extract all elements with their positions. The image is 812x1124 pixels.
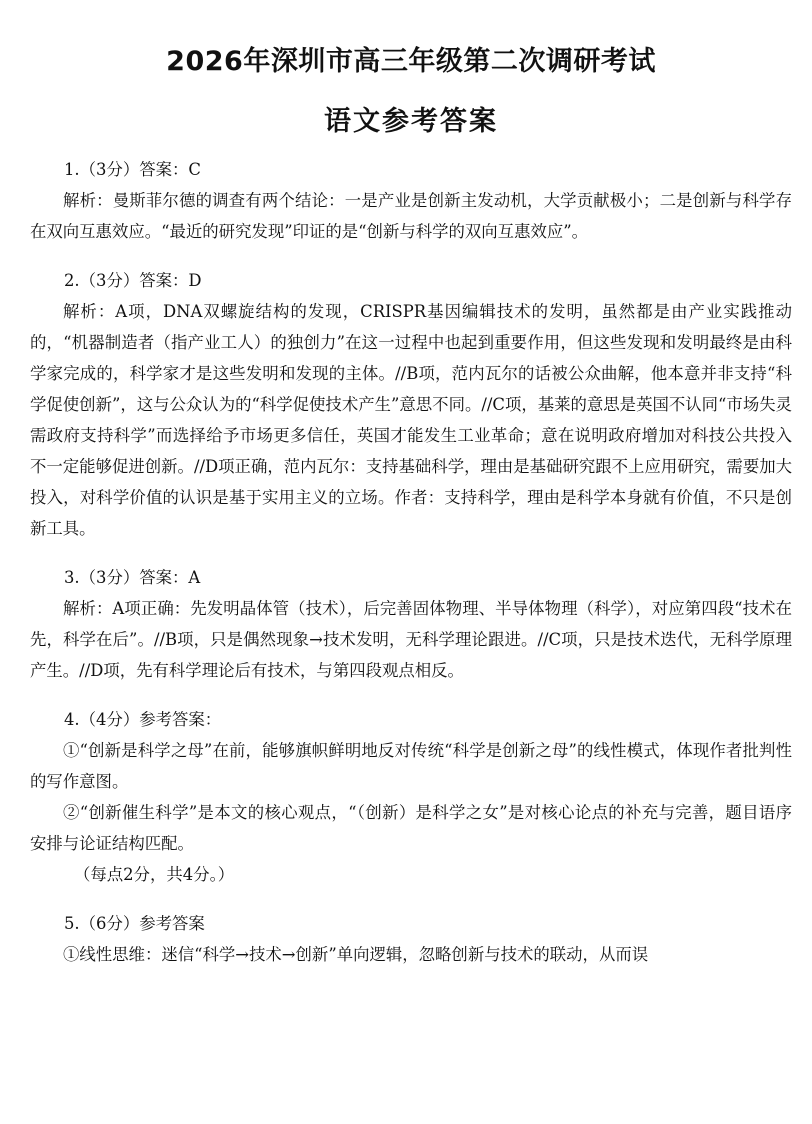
question-2 <box>30 265 792 544</box>
question-2-answer: 2.（3分）答案：D <box>64 271 202 290</box>
question-4 <box>30 704 792 890</box>
question-3 <box>30 562 792 686</box>
question-5 <box>30 908 792 970</box>
question-2-explanation: 解析：A项，DNA双螺旋结构的发现，CRISPR基因编辑技术的发明，虽然都是由产业实践推动的，“机器制造者（指产业工人）的独创力”在这一过程中也起到重要作用，但这些发现和发明最终是由科学家完成的，科学家才是这些发明和发现的主体。//B项，范内瓦尔的话被公众曲解，他本意并非支持“科学促使创新”，这与公众认为的“科学促使技术产生”意思不同。//C项，基莱的意思是英国不认同“市场失灵需政府支持科学”而选择给予市场更多信任，英国才能发生工业革命；意在说明政府增加对科技公共投入不一定能够促进创新。//D项正确，范内瓦尔：支持基础科学，理由是基础研究跟不上应用研究，需要加大投入，对科学价值的认识是基于实用主义的立场。作者：支持科学，理由是科学本身就有价值，不只是创新工具。 <box>30 302 792 538</box>
question-5-answer: 5.（6分）参考答案 <box>64 914 205 933</box>
answers-body <box>30 154 792 970</box>
answer-key-subtitle: 语文参考答案 <box>324 106 498 137</box>
question-4-point-2: ②“创新催生科学”是本文的核心观点，“（创新）是科学之女”是对核心论点的补充与完善，题目语序安排与论证结构匹配。 <box>30 803 792 853</box>
question-4-scoring-note: （每点2分，共4分。） <box>74 865 235 884</box>
question-4-point-1: ①“创新是科学之母”在前，能够旗帜鲜明地反对传统“科学是创新之母”的线性模式，体现作者批判性的写作意图。 <box>30 741 792 791</box>
question-1 <box>30 154 792 247</box>
exam-title: 2026年深圳市高三年级第二次调研考试 <box>166 46 656 77</box>
question-3-explanation: 解析：A项正确：先发明晶体管（技术），后完善固体物理、半导体物理（科学），对应第四段“技术在先，科学在后”。//B项，只是偶然现象→技术发明，无科学理论跟进。//C项，只是技术迭代，无科学原理产生。//D项，先有科学理论后有技术，与第四段观点相反。 <box>30 599 792 680</box>
question-5-point-1: ①线性思维：迷信“科学→技术→创新”单向逻辑，忽略创新与技术的联动，从而误 <box>63 945 649 964</box>
question-3-answer: 3.（3分）答案：A <box>64 568 201 587</box>
question-1-answer: 1.（3分）答案：C <box>64 160 201 179</box>
question-1-explanation: 解析：曼斯菲尔德的调查有两个结论：一是产业是创新主发动机，大学贡献极小；二是创新与科学存在双向互惠效应。“最近的研究发现”印证的是“创新与科学的双向互惠效应”。 <box>30 191 792 241</box>
question-4-answer: 4.（4分）参考答案： <box>64 710 222 729</box>
